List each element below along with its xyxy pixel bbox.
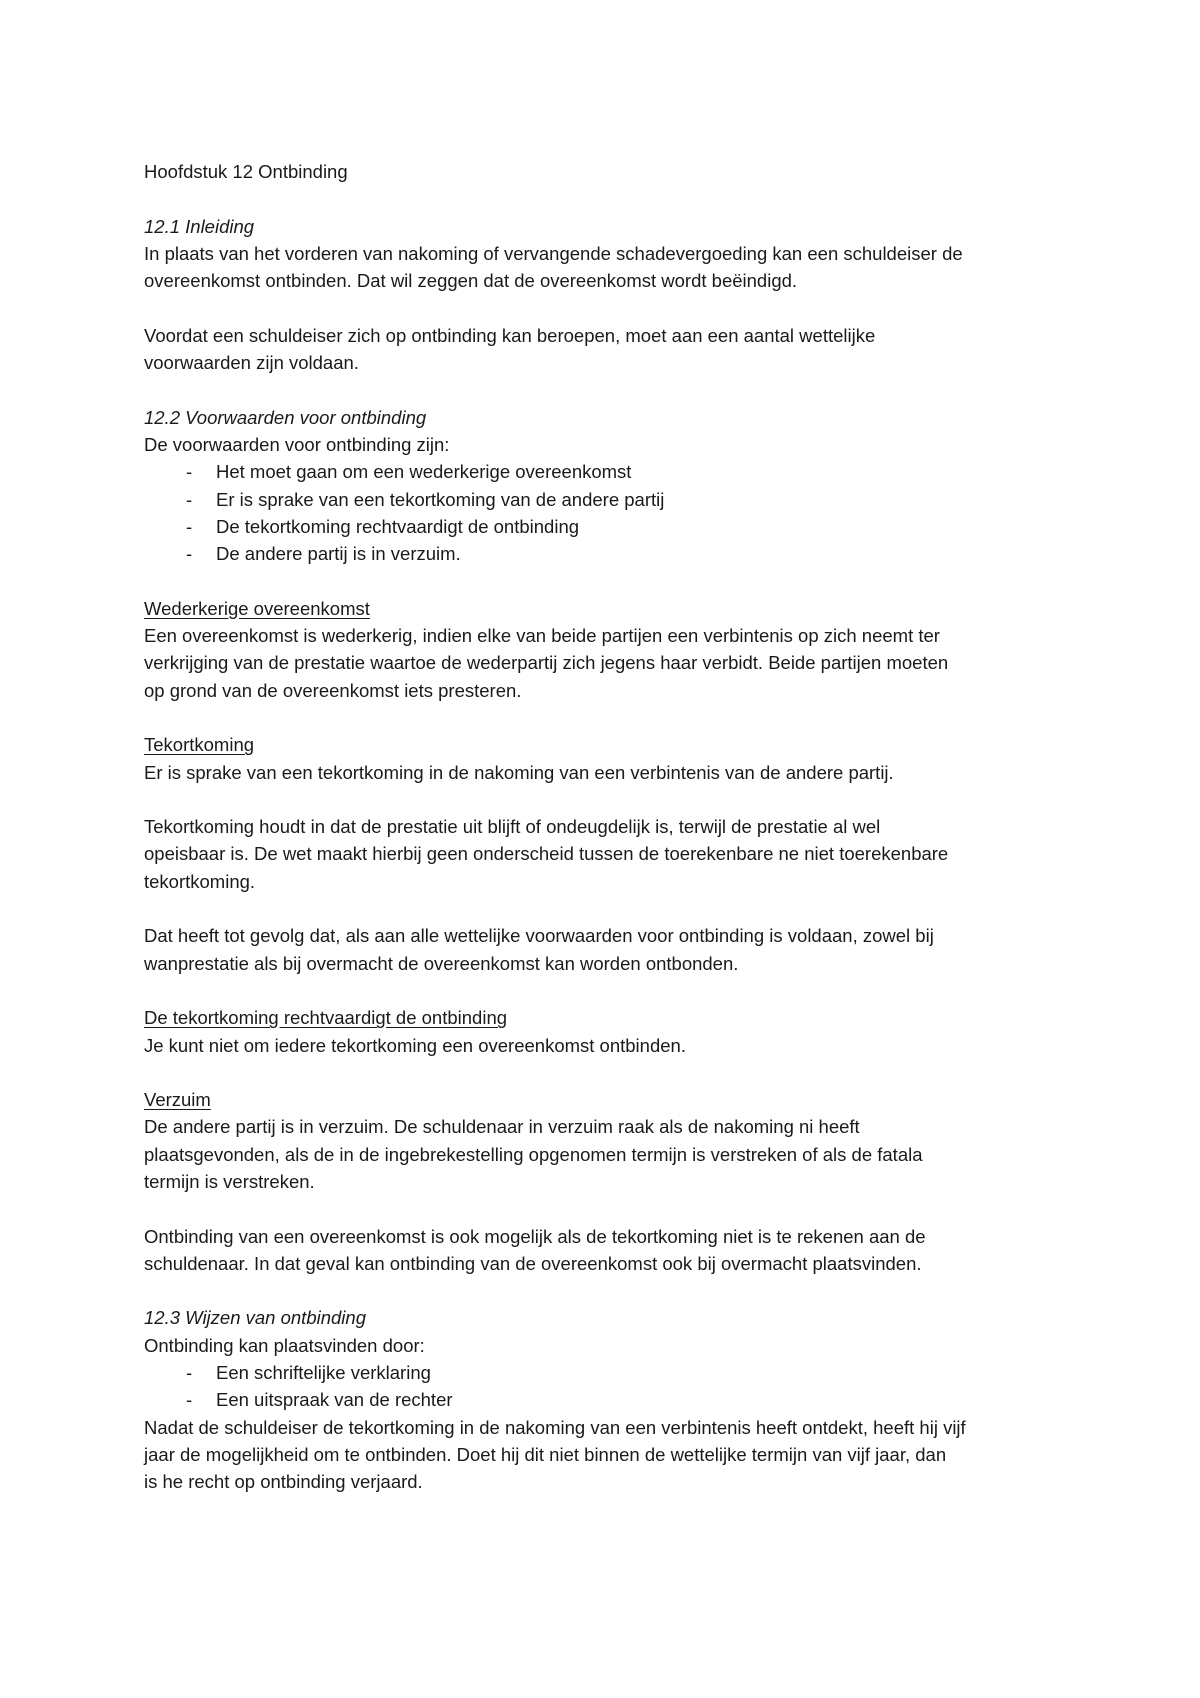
dash-bullet: - [186,1389,193,1411]
paragraph-line: Nadat de schuldeiser de tekortkoming in de nakoming van een verbintenis heeft ontdekt, heeft hij vijf [144,1416,966,1438]
spacer [144,786,1064,813]
spacer [144,1195,1064,1222]
subheading-verzuim [144,1086,1064,1113]
section-heading-12-2: 12.2 Voorwaarden voor ontbinding [144,406,427,428]
dash-bullet: - [186,488,193,510]
paragraph-line: De andere partij is in verzuim. De schuldenaar in verzuim raak als de nakoming ni heeft [144,1116,860,1138]
list-intro: Ontbinding kan plaatsvinden door: [144,1334,425,1356]
spacer [144,1059,1064,1086]
paragraph-line: jaar de mogelijkheid om te ontbinden. Doet hij dit niet binnen de wettelijke termijn van vijf jaar, dan [144,1443,947,1465]
list-item [144,540,1064,567]
paragraph-line: Voordat een schuldeiser zich op ontbinding kan beroepen, moet aan een aantal wettelijke [144,324,876,346]
subheading-wederkerig [144,595,1064,622]
spacer [144,567,1064,594]
list-item [144,458,1064,485]
paragraph-line: termijn is verstreken. [144,1170,315,1192]
spacer [144,977,1064,1004]
section-heading-12-1: 12.1 Inleiding [144,215,255,237]
dash-bullet: - [186,543,193,565]
spacer [144,704,1064,731]
paragraph-line: Er is sprake van een tekortkoming in de nakoming van een verbintenis van de andere partij. [144,761,894,783]
list-item-text: De andere partij is in verzuim. [216,543,461,565]
paragraph-line: schuldenaar. In dat geval kan ontbinding van de overeenkomst ook bij overmacht plaatsvinden. [144,1252,922,1274]
paragraph-line: voorwaarden zijn voldaan. [144,352,359,374]
subheading-text: Verzuim [144,1089,211,1111]
paragraph-line: wanprestatie als bij overmacht de overeenkomst kan worden ontbonden. [144,952,739,974]
paragraph-line: In plaats van het vorderen van nakoming of vervangende schadevergoeding kan een schuldeiser de [144,242,963,264]
chapter-title: Hoofdstuk 12 Ontbinding [144,161,348,182]
list-item-text: Een schriftelijke verklaring [216,1362,431,1384]
paragraph-line: Dat heeft tot gevolg dat, als aan alle wettelijke voorwaarden voor ontbinding is voldaan, zowel bij [144,925,934,947]
paragraph-line: is he recht op ontbinding verjaard. [144,1471,423,1493]
methods-list [144,1359,1064,1414]
list-item-text: Het moet gaan om een wederkerige overeenkomst [216,461,632,483]
paragraph-line: Ontbinding van een overeenkomst is ook mogelijk als de tekortkoming niet is te rekenen aan de [144,1225,926,1247]
paragraph-line: Een overeenkomst is wederkerig, indien elke van beide partijen een verbintenis op zich neemt ter [144,625,940,647]
subheading-text: Tekortkoming [144,734,255,756]
list-item [144,513,1064,540]
dash-bullet: - [186,461,193,483]
list-item-text: Er is sprake van een tekortkoming van de andere partij [216,488,665,510]
list-item [144,1359,1064,1386]
list-intro: De voorwaarden voor ontbinding zijn: [144,433,450,455]
spacer [144,185,1064,212]
dash-bullet: - [186,1362,193,1384]
paragraph-line: tekortkoming. [144,870,256,892]
paragraph-line: Je kunt niet om iedere tekortkoming een overeenkomst ontbinden. [144,1034,686,1056]
paragraph-line: overeenkomst ontbinden. Dat wil zeggen dat de overeenkomst wordt beëindigd. [144,270,798,292]
list-item-text: Een uitspraak van de rechter [216,1389,453,1411]
document-page [144,158,1064,1496]
paragraph-line: op grond van de overeenkomst iets presteren. [144,679,522,701]
subheading-text: De tekortkoming rechtvaardigt de ontbinding [144,1007,508,1029]
subheading-rechtvaardigt [144,1004,1064,1031]
spacer [144,1277,1064,1304]
subheading-text: Wederkerige overeenkomst [144,597,370,619]
list-item [144,486,1064,513]
dash-bullet: - [186,515,193,537]
spacer [144,376,1064,403]
section-heading-12-3: 12.3 Wijzen van ontbinding [144,1307,366,1329]
spacer [144,895,1064,922]
paragraph-line: verkrijging van de prestatie waartoe de wederpartij zich jegens haar verbidt. Beide partijen moeten [144,652,949,674]
list-item [144,1386,1064,1413]
paragraph-line: plaatsgevonden, als de in de ingebrekestelling opgenomen termijn is verstreken of als de fatala [144,1143,923,1165]
list-item-text: De tekortkoming rechtvaardigt de ontbinding [216,515,580,537]
subheading-tekortkoming [144,731,1064,758]
conditions-list [144,458,1064,567]
paragraph-line: Tekortkoming houdt in dat de prestatie uit blijft of ondeugdelijk is, terwijl de prestatie al wel [144,816,881,838]
spacer [144,294,1064,321]
paragraph-line: opeisbaar is. De wet maakt hierbij geen onderscheid tussen de toerekenbare ne niet toerekenbare [144,843,949,865]
